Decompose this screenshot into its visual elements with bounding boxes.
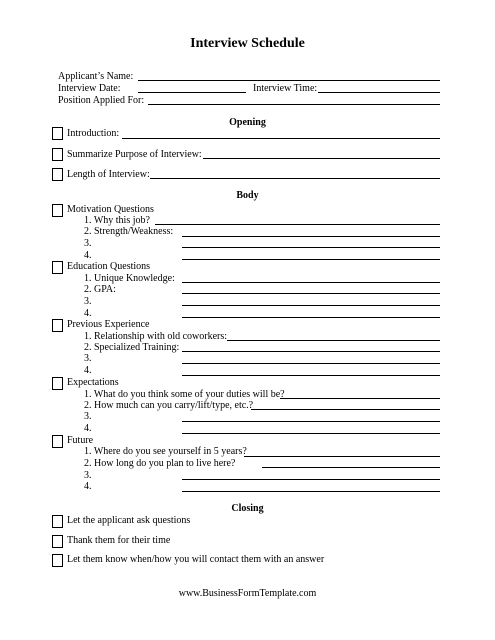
education-question-3: 3.: [84, 296, 92, 307]
body-checkbox-education[interactable]: [52, 261, 63, 274]
expectations-answer-1[interactable]: [280, 398, 440, 399]
position-applied-field[interactable]: [148, 104, 440, 105]
expectations-answer-3[interactable]: [182, 421, 440, 422]
purpose-label: Summarize Purpose of Interview:: [67, 149, 202, 160]
education-question-1: 1. Unique Knowledge:: [84, 273, 175, 284]
introduction-field[interactable]: [122, 138, 440, 139]
opening-heading: Opening: [229, 117, 266, 128]
previous-experience-question-2: 2. Specialized Training:: [84, 342, 180, 353]
motivation-answer-2[interactable]: [182, 236, 440, 237]
expectations-question-3: 3.: [84, 411, 92, 422]
applicant-name-field[interactable]: [138, 80, 440, 81]
previous-experience-answer-4[interactable]: [182, 375, 440, 376]
opening-checkbox-purpose[interactable]: [52, 148, 63, 161]
applicant-name-label: Applicant’s Name:: [58, 71, 134, 82]
expectations-question-2: 2. How much can you carry/lift/type, etc.?: [84, 400, 254, 411]
previous-experience-answer-1[interactable]: [227, 340, 440, 341]
interview-time-label: Interview Time:: [253, 83, 318, 94]
position-applied-label: Position Applied For:: [58, 95, 145, 106]
education-title: Education Questions: [67, 261, 151, 272]
motivation-question-4: 4.: [84, 250, 92, 261]
expectations-question-1: 1. What do you think some of your duties will be?: [84, 389, 285, 400]
closing-checkbox-contact[interactable]: [52, 554, 63, 567]
purpose-field[interactable]: [203, 158, 440, 159]
motivation-question-3: 3.: [84, 238, 92, 249]
education-question-2: 2. GPA:: [84, 284, 116, 295]
length-label: Length of Interview:: [67, 169, 150, 180]
motivation-question-1: 1. Why this job?: [84, 215, 150, 226]
closing-checkbox-questions[interactable]: [52, 515, 63, 528]
closing-heading: Closing: [231, 503, 264, 514]
future-question-3: 3.: [84, 470, 92, 481]
body-checkbox-motivation[interactable]: [52, 204, 63, 217]
previous-experience-question-1: 1. Relationship with old coworkers:: [84, 331, 228, 342]
future-question-2: 2. How long do you plan to live here?: [84, 458, 236, 469]
previous-experience-question-4: 4.: [84, 365, 92, 376]
future-answer-3[interactable]: [182, 479, 440, 480]
future-answer-2[interactable]: [262, 467, 440, 468]
body-checkbox-expectations[interactable]: [52, 377, 63, 390]
interview-date-label: Interview Date:: [58, 83, 121, 94]
closing-checkbox-thanks[interactable]: [52, 535, 63, 548]
interview-time-field[interactable]: [318, 92, 440, 93]
future-question-4: 4.: [84, 481, 92, 492]
education-answer-4[interactable]: [182, 317, 440, 318]
future-answer-4[interactable]: [182, 491, 440, 492]
expectations-question-4: 4.: [84, 423, 92, 434]
motivation-answer-1[interactable]: [155, 224, 440, 225]
motivation-title: Motivation Questions: [67, 204, 154, 215]
page-title: Interview Schedule: [190, 36, 305, 51]
education-answer-1[interactable]: [182, 282, 440, 283]
expectations-answer-4[interactable]: [182, 433, 440, 434]
introduction-label: Introduction:: [67, 128, 120, 139]
motivation-answer-4[interactable]: [182, 259, 440, 260]
motivation-question-2: 2. Strength/Weakness:: [84, 226, 174, 237]
length-field[interactable]: [150, 178, 440, 179]
education-answer-2[interactable]: [182, 293, 440, 294]
closing-item-contact: Let them know when/how you will contact them with an answer: [67, 554, 325, 565]
footer-website: www.BusinessFormTemplate.com: [178, 588, 317, 599]
previous-experience-answer-2[interactable]: [182, 351, 440, 352]
education-answer-3[interactable]: [182, 305, 440, 306]
motivation-answer-3[interactable]: [182, 247, 440, 248]
expectations-answer-2[interactable]: [251, 409, 440, 410]
interview-date-field[interactable]: [138, 92, 246, 93]
expectations-title: Expectations: [67, 377, 119, 388]
closing-item-questions: Let the applicant ask questions: [67, 515, 191, 526]
body-heading: Body: [236, 190, 259, 201]
opening-checkbox-length[interactable]: [52, 168, 63, 181]
future-question-1: 1. Where do you see yourself in 5 years?: [84, 446, 247, 457]
future-answer-1[interactable]: [244, 456, 440, 457]
education-question-4: 4.: [84, 308, 92, 319]
body-checkbox-previous-experience[interactable]: [52, 319, 63, 332]
previous-experience-question-3: 3.: [84, 353, 92, 364]
closing-item-thanks: Thank them for their time: [67, 535, 171, 546]
body-checkbox-future[interactable]: [52, 435, 63, 448]
previous-experience-answer-3[interactable]: [182, 363, 440, 364]
future-title: Future: [67, 435, 94, 446]
opening-checkbox-introduction[interactable]: [52, 127, 63, 140]
previous-experience-title: Previous Experience: [67, 319, 150, 330]
